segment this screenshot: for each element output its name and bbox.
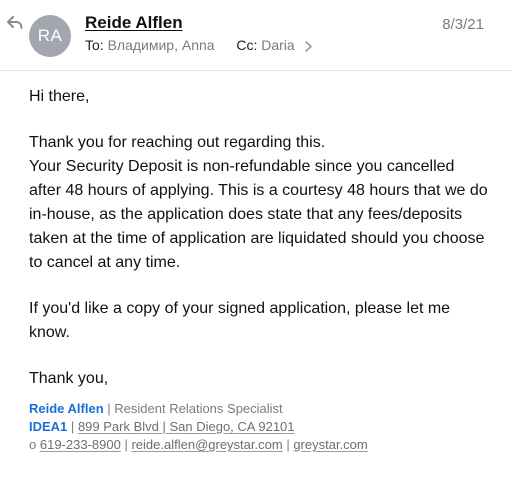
greeting: Hi there, bbox=[29, 88, 90, 105]
signature-brand: IDEA1 bbox=[29, 419, 68, 434]
website-link[interactable]: greystar.com bbox=[293, 437, 368, 452]
recipients-row[interactable] bbox=[85, 37, 312, 53]
to-recipients[interactable]: Владимир, Anna bbox=[107, 37, 215, 53]
body-line-intro: Thank you for reaching out regarding this. bbox=[29, 134, 326, 151]
body-paragraph-deposit: Your Security Deposit is non-refundable since you cancelled after 48 hours of applying. This is a courtesy 48 hours that we do in-house, as the application does state that any fees/deposits taken at the time of application are liquidated should you choose to cancel at any time. bbox=[29, 158, 488, 271]
signature-name: Reide Alflen bbox=[29, 401, 104, 416]
reply-arrow-icon[interactable] bbox=[7, 16, 23, 30]
sender-name[interactable]: Reide Alflen bbox=[85, 13, 183, 32]
signature-line-2 bbox=[29, 418, 499, 436]
body-paragraph-copy: If you'd like a copy of your signed application, please let me know. bbox=[29, 300, 451, 341]
closing: Thank you, bbox=[29, 370, 109, 387]
chevron-right-icon[interactable] bbox=[305, 41, 312, 52]
cc-label: Cc: bbox=[236, 37, 258, 53]
signature-separator: | bbox=[286, 437, 290, 452]
signature-separator: | bbox=[107, 401, 111, 416]
signature-title: Resident Relations Specialist bbox=[114, 401, 283, 416]
phone-link[interactable]: 619-233-8900 bbox=[39, 437, 121, 452]
signature-separator: | bbox=[70, 419, 75, 434]
cc-recipients[interactable]: Daria bbox=[261, 37, 295, 53]
email-date: 8/3/21 bbox=[442, 16, 484, 33]
signature-line-1 bbox=[29, 400, 499, 418]
signature-line-3 bbox=[29, 436, 499, 454]
phone-prefix: o bbox=[29, 437, 37, 452]
signature-block bbox=[29, 400, 499, 454]
to-label: To: bbox=[85, 37, 104, 53]
address-link[interactable]: 899 Park Blvd | San Diego, CA 92101 bbox=[77, 419, 295, 434]
avatar[interactable]: RA bbox=[29, 15, 71, 57]
email-link[interactable]: reide.alflen@greystar.com bbox=[131, 437, 283, 452]
email-header bbox=[0, 0, 512, 71]
email-body bbox=[29, 85, 489, 391]
signature-separator: | bbox=[124, 437, 128, 452]
